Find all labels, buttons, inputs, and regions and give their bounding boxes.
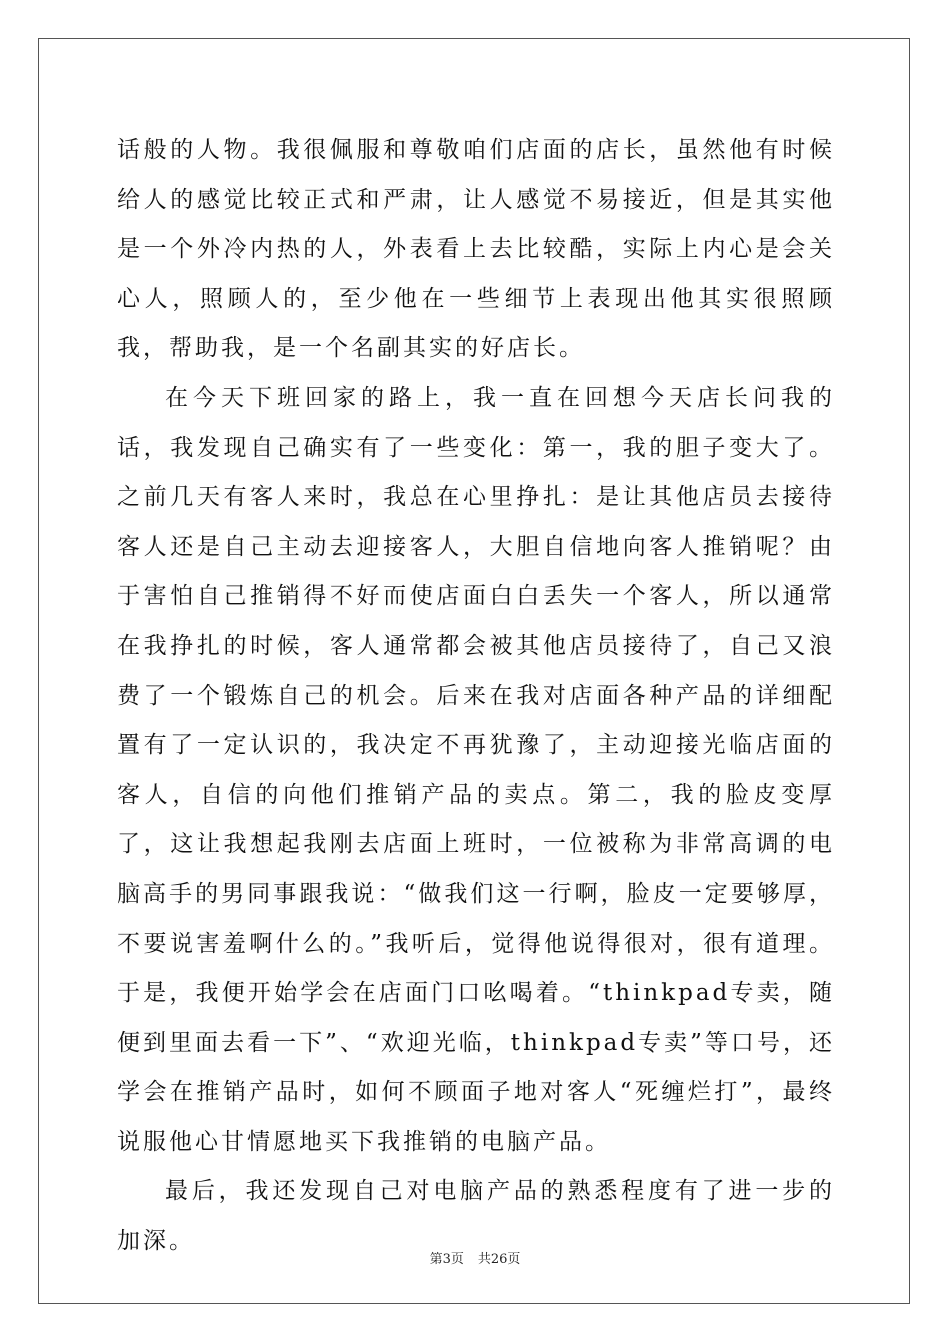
- paragraph: 最后，我还发现自己对电脑产品的熟悉程度有了进一步的加深。: [117, 1178, 835, 1255]
- page-footer: [0, 1248, 950, 1267]
- paragraph: 在今天下班回家的路上，我一直在回想今天店长问我的话，我发现自己确实有了一些变化：第一，我的胆子变大了。之前几天有客人来时，我总在心里挣扎：是让其他店员去接待客人还是自己主动去迎接客人，大胆自信地向客人推销呢？由于害怕自己推销得不好而使店面白白丢失一个客人，所以通常在我挣扎的时候，客人通常都会被其他店员接待了，自己又浪费了一个锻炼自己的机会。后来在我对店面各种产品的详细配置有了一定认识的，我决定不再犹豫了，主动迎接光临店面的客人，自信的向他们推销产品的卖点。第二，我的脸皮变厚了，这让我想起我刚去店面上班时，一位被称为非常高调的电脑高手的男同事跟我说：“做我们这一行啊，脸皮一定要够厚，不要说害羞啊什么的。”我听后，觉得他说得很对，很有道理。于是，我便开始学会在店面门口吆喝着。“thinkpad专卖，随便到里面去看一下”、“欢迎光临，thinkpad专卖”等口号，还学会在推销产品时，如何不顾面子地对客人“死缠烂打”，最终说服他心甘情愿地买下我推销的电脑产品。: [117, 384, 835, 1155]
- page-number: 第3页: [429, 1252, 464, 1267]
- paragraph: 话般的人物。我很佩服和尊敬咱们店面的店长，虽然他有时候给人的感觉比较正式和严肃，让人感觉不易接近，但是其实他是一个外冷内热的人，外表看上去比较酷，实际上内心是会关心人，照顾人的，至少他在一些细节上表现出他其实很照顾我，帮助我，是一个名副其实的好店长。: [117, 137, 835, 362]
- document-body: [117, 126, 835, 1267]
- page-total: 共26页: [477, 1252, 521, 1267]
